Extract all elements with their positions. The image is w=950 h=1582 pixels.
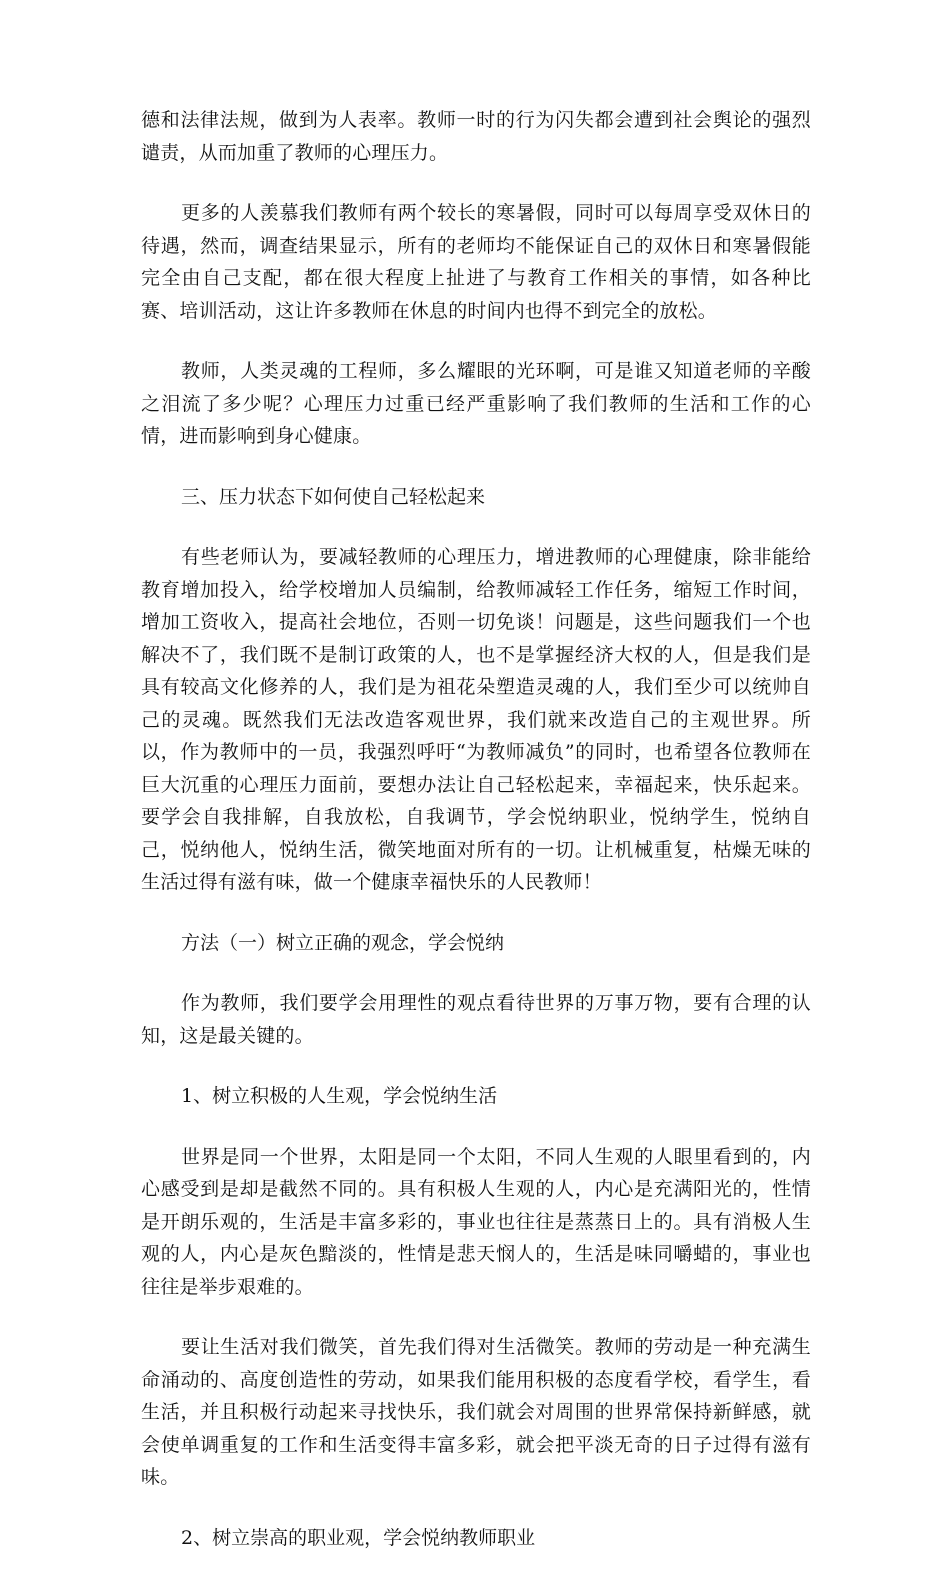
paragraph-4: 有些老师认为，要减轻教师的心理压力，增进教师的心理健康，除非能给教育增加投入，给学校增加人员编制，给教师减轻工作任务，缩短工作时间，增加工资收入，提高社会地位，否则一切免谈！问题是，这些问题我们一个也解决不了，我们既不是制订政策的人，也不是掌握经济大权的人，但是我们是具有较高文化修养的人，我们是为祖花朵塑造灵魂的人，我们至少可以统帅自己的灵魂。既然我们无法改造客观世界，我们就来改造自己的主观世界。所以，作为教师中的一员，我强烈呼吁“为教师减负”的同时，也希望各位教师在巨大沉重的心理压力面前，要想办法让自己轻松起来，幸福起来，快乐起来。要学会自我排解，自我放松，自我调节，学会悦纳职业，悦纳学生，悦纳自己，悦纳他人，悦纳生活，微笑地面对所有的一切。让机械重复，枯燥无味的生活过得有滋有味，做一个健康幸福快乐的人民教师！ (141, 546, 811, 893)
paragraph-3: 教师，人类灵魂的工程师，多么耀眼的光环啊，可是谁又知道老师的辛酸之泪流了多少呢？心理压力过重已经严重影响了我们教师的生活和工作的心情，进而影响到身心健康。 (141, 360, 811, 447)
paragraph-5: 作为教师，我们要学会用理性的观点看待世界的万事万物，要有合理的认知，这是最关键的。 (141, 992, 811, 1047)
subheading-1: 1、树立积极的人生观，学会悦纳生活 (181, 1085, 498, 1107)
paragraph-2: 更多的人羡慕我们教师有两个较长的寒暑假，同时可以每周享受双休日的待遇，然而，调查结果显示，所有的老师均不能保证自己的双休日和寒暑假能完全由自己支配，都在很大程度上扯进了与教育工作相关的事情，如各种比赛、培训活动，这让许多教师在休息的时间内也得不到完全的放松。 (141, 202, 811, 322)
paragraph-1: 德和法律法规，做到为人表率。教师一时的行为闪失都会遭到社会舆论的强烈谴责，从而加重了教师的心理压力。 (141, 109, 811, 164)
subheading-2: 2、树立崇高的职业观，学会悦纳教师职业 (181, 1526, 536, 1549)
paragraph-7: 要让生活对我们微笑，首先我们得对生活微笑。教师的劳动是一种充满生命涌动的、高度创造性的劳动，如果我们能用积极的态度看学校，看学生，看生活，并且积极行动起来寻找快乐，我们就会对周围的世界常保持新鲜感，就会使单调重复的工作和生活变得丰富多彩，就会把平淡无奇的日子过得有滋有味。 (141, 1336, 811, 1488)
section-heading-3: 三、压力状态下如何使自己轻松起来 (181, 485, 486, 508)
method-heading-1: 方法（一）树立正确的观念，学会悦纳 (181, 931, 505, 954)
paragraph-6: 世界是同一个世界，太阳是同一个太阳，不同人生观的人眼里看到的，内心感受到是却是截然不同的。具有积极人生观的人，内心是充满阳光的，性情是开朗乐观的，生活是丰富多彩的，事业也往往是蒸蒸日上的。具有消极人生观的人，内心是灰色黯淡的，性情是悲天悯人的，生活是味同嚼蜡的，事业也往往是举步艰难的。 (141, 1145, 811, 1298)
document-body (141, 104, 811, 1582)
